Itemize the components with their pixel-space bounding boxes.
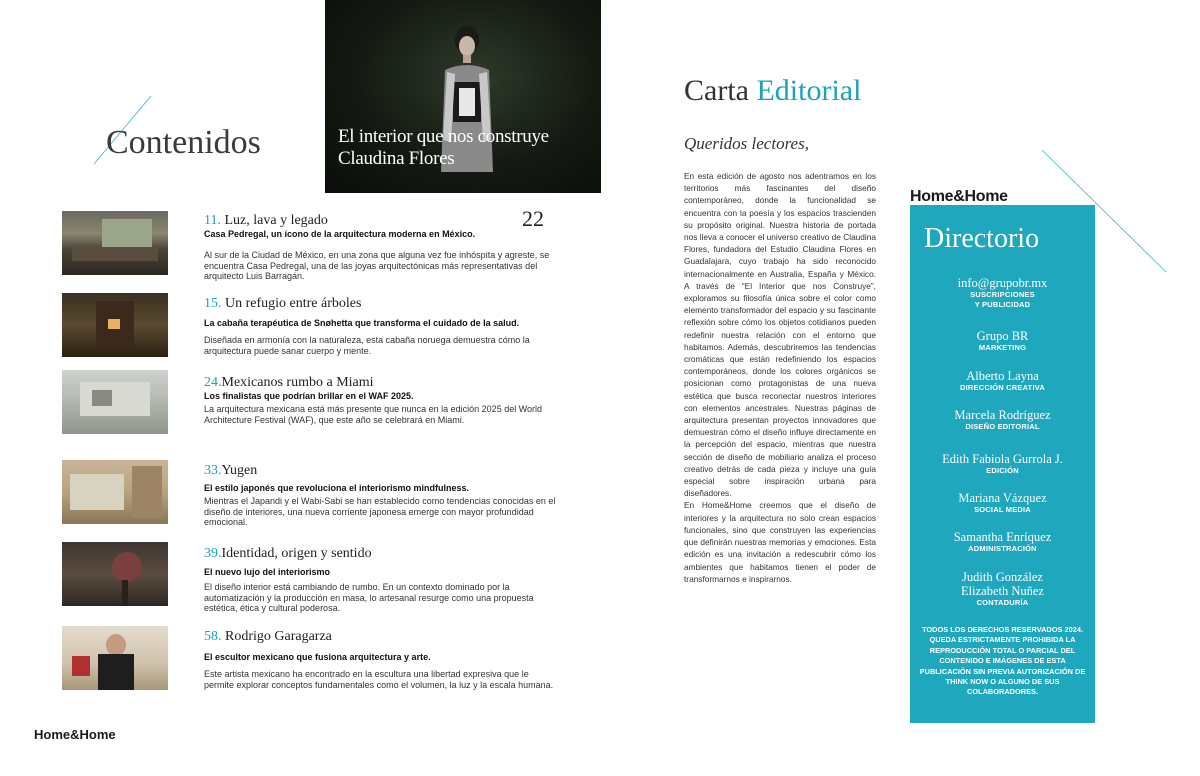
directory-entry <box>910 276 1095 310</box>
article-item[interactable] <box>204 375 556 425</box>
footer-logo: Home&Home <box>34 727 116 742</box>
article-title-text: Un refugio entre árboles <box>225 296 362 311</box>
article-title-text: Luz, lava y legado <box>224 213 328 228</box>
article-item[interactable] <box>204 546 556 614</box>
directory-role: MARKETING <box>978 343 1027 352</box>
article-title <box>204 546 556 562</box>
directory-entry <box>910 530 1095 554</box>
cover-caption-line1: El interior que nos construye <box>338 126 549 147</box>
directory-entry <box>910 408 1095 432</box>
directory-role: DIRECCIÓN CREATIVA <box>960 383 1045 392</box>
article-thumbnail-yugen[interactable] <box>62 460 168 524</box>
article-number: 15. <box>204 296 222 311</box>
article-subtitle: Casa Pedregal, un ícono de la arquitectura moderna en México. <box>204 229 476 239</box>
article-summary: Al sur de la Ciudad de México, en una zona que alguna vez fue inhóspita y agreste, se encuentra Casa Pedregal, una de las joyas arquitectónicas más representativas del arquitecto Luis Barragán. <box>204 250 550 282</box>
directory-panel <box>910 205 1095 723</box>
directory-entry <box>910 491 1095 515</box>
article-title <box>204 629 556 645</box>
cover-caption-line2: Claudina Flores <box>338 148 455 169</box>
directory-name: Marcela Rodríguez <box>954 408 1051 422</box>
directory-contact-email[interactable]: info@grupobr.mx <box>957 276 1048 290</box>
article-number: 24. <box>204 375 222 390</box>
article-number: 39. <box>204 546 222 561</box>
editorial-greeting: Queridos lectores, <box>684 134 809 153</box>
decorative-line-right <box>0 0 1 1</box>
article-subtitle: El nuevo lujo del interiorismo <box>204 567 331 577</box>
article-title <box>204 213 556 229</box>
article-thumbnail-casa-pedregal[interactable] <box>62 211 168 275</box>
editorial-paragraph: En Home&Home creemos que el diseño de interiores y la arquitectura no solo crean espacios funcionales, sino que construyen las experiencias que definirán nuestras memorias y emociones. Esta edición es una invitación a redescubrir cómo los ambientes que habitamos tienen el poder de transformarnos e inspirarnos. <box>684 500 876 584</box>
article-title-text: Yugen <box>221 463 258 478</box>
cover-caption <box>338 126 598 170</box>
directory-role: ADMINISTRACIÓN <box>968 544 1037 553</box>
article-item[interactable] <box>204 463 556 528</box>
directory-name: Edith Fabiola Gurrola J. <box>942 452 1063 466</box>
article-title <box>204 463 556 479</box>
article-thumbnail-identidad[interactable] <box>62 542 168 606</box>
article-subtitle: El escultor mexicano que fusiona arquitectura y arte. <box>204 652 431 662</box>
copyright-notice: TODOS LOS DERECHOS RESERVADOS 2024. QUEDA ESTRICTAMENTE PROHIBIDA LA REPRODUCCIÓN TOTAL O PARCIAL DEL CONTENIDO E IMÁGENES DE ESTA PUBLICACIÓN SIN PREVIA AUTORIZACIÓN DE THINK NOW O ALGUNO DE SUS COLABORADORES. <box>919 625 1086 697</box>
editorial-title <box>684 74 861 108</box>
article-thumbnail-cabin[interactable] <box>62 293 168 357</box>
directory-name: Judith González <box>962 570 1043 584</box>
directory-entry <box>910 452 1095 476</box>
directory-title: Directorio <box>924 223 1040 254</box>
article-number: 58. <box>204 629 222 644</box>
editorial-title-word1: Carta <box>684 74 749 107</box>
editorial-body <box>684 170 876 585</box>
contents-title: Contenidos <box>106 124 261 161</box>
article-title <box>204 375 556 391</box>
article-title-text: Mexicanos rumbo a Miami <box>221 375 374 390</box>
article-thumbnail-rodrigo-garagarza[interactable] <box>62 626 168 690</box>
article-title-text: Rodrigo Garagarza <box>225 629 332 644</box>
article-summary: Este artista mexicano ha encontrado en la escultura una libertad expresiva que le permite explorar conceptos fundamentales como el volumen, la luz y la escala humana. <box>204 669 554 690</box>
directory-role: CONTADURÍA <box>976 598 1029 607</box>
directory-role: Y PUBLICIDAD <box>974 300 1031 309</box>
directory-entry <box>910 570 1095 608</box>
article-summary: Mientras el Japandi y el Wabi-Sabi se han establecido como tendencias conocidas en el diseño de interiores, una nueva corriente japonesa emerge con mayor profundidad emocional. <box>204 496 556 528</box>
article-number: 33. <box>204 463 222 478</box>
directory-name: Samantha Enríquez <box>953 530 1052 544</box>
article-subtitle: Los finalistas que podrían brillar en el WAF 2025. <box>204 391 414 401</box>
directory-name: Alberto Layna <box>966 369 1039 383</box>
editorial-title-word2: Editorial <box>756 74 862 107</box>
directory-role: SUSCRIPCIONES <box>970 290 1035 299</box>
article-thumbnail-waf[interactable] <box>62 370 168 434</box>
directory-name: Elizabeth Nuñez <box>961 584 1044 598</box>
article-summary: El diseño interior está cambiando de rumbo. En un contexto dominado por la automatización y la producción en masa, lo artesanal resurge como una propuesta estética, ética y cultural poderosa. <box>204 582 534 614</box>
article-subtitle: La cabaña terapéutica de Snøhetta que transforma el cuidado de la salud. <box>204 318 520 328</box>
directory-name: Mariana Vázquez <box>958 491 1047 505</box>
cover-page-number: 22 <box>522 206 544 231</box>
article-item[interactable] <box>204 213 556 282</box>
directory-name: Grupo BR <box>976 329 1029 343</box>
directory-role: SOCIAL MEDIA <box>974 505 1031 514</box>
directory-role: EDICIÓN <box>986 466 1019 475</box>
article-number: 11. <box>204 213 221 228</box>
article-item[interactable] <box>204 629 556 690</box>
directory-entry <box>910 329 1095 353</box>
article-subtitle: El estilo japonés que revoluciona el interiorismo mindfulness. <box>204 483 470 493</box>
article-title <box>204 296 556 312</box>
directory-entry <box>910 369 1095 393</box>
editorial-paragraph: En esta edición de agosto nos adentramos en los territorios más fascinantes del diseño contemporáneo, donde la funcionalidad se encuentra con la poesía y los espacios trascienden su propósito original. Nuestra historia de portada nos lleva a conocer el universo creativo de Claudina Flores, fundadora del Estudio Claudina Flores en Guadalajara, cuyo trabajo ha sido reconocido internacionalmente en Australia, España y México. A través de “El Interior que nos Construye”, exploramos su filosofía única sobre el color como elemento transformador del espacio y su fascinante reflexión sobre cómo los objetos cotidianos pueden redefinir nuestra relación con el entorno que habitamos. Además, descubriremos las tendencias cromáticas que están redefiniendo los espacios contemporáneos, donde los colores orgánicos se posicionan como protagonistas de una nueva estética que busca reconectar nuestros interiores con elementos ancestrales. Nuestras páginas de arquitectura presentan proyectos innovadores que demuestran cómo el diseño influye directamente en la percepción del espacio, mientras que nuestra sección de diseño de mobiliario analiza el proceso creativo detrás de cada pieza y incluye una guía especial sobre inspiración urbana para diseñadores. <box>684 171 876 499</box>
article-summary: Diseñada en armonía con la naturaleza, esta cabaña noruega demuestra cómo la arquitectura puede sanar cuerpo y mente. <box>204 335 530 356</box>
directory-role: DISEÑO EDITORIAL <box>965 422 1040 431</box>
article-title-text: Identidad, origen y sentido <box>221 546 372 561</box>
brand-logo: Home&Home <box>910 188 1008 205</box>
article-item[interactable] <box>204 296 556 356</box>
article-summary: La arquitectura mexicana está más presente que nunca en la edición 2025 del World Architecture Festival (WAF), que este año se celebrará en Miami. <box>204 404 543 425</box>
